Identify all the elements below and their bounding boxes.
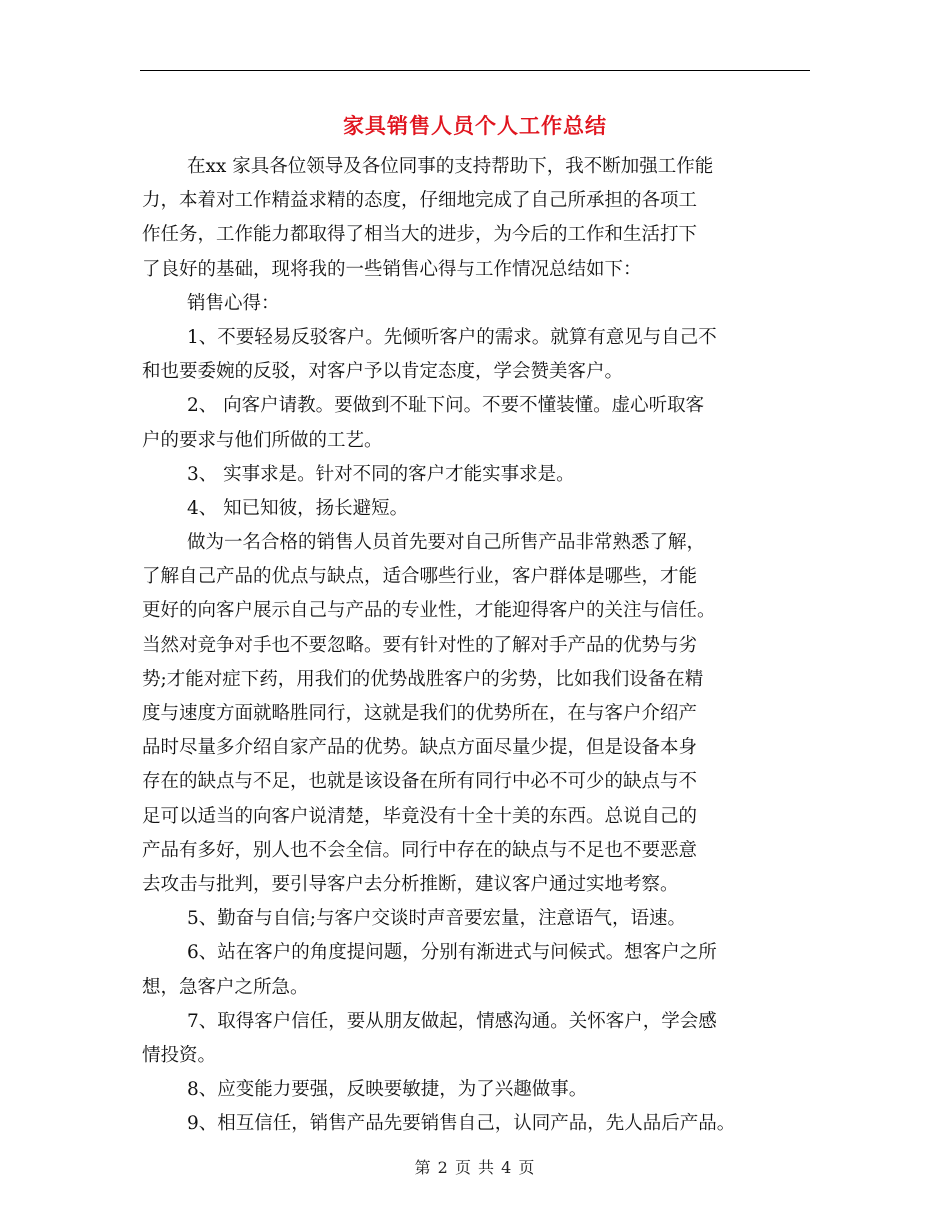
text-line: 户的要求与他们所做的工艺。 xyxy=(142,429,383,451)
text-line: 1、不要轻易反驳客户。先倾听客户的需求。就算有意见与自己不 xyxy=(187,326,717,348)
text-line: 更好的向客户展示自己与产品的专业性，才能迎得客户的关注与信任。 xyxy=(142,600,716,622)
text-line: 8、应变能力要强，反映要敏捷，为了兴趣做事。 xyxy=(187,1079,588,1101)
text-line: 做为一名合格的销售人员首先要对自己所售产品非常熟悉了解， xyxy=(187,532,706,554)
text-line: 在xx 家具各位领导及各位同事的支持帮助下，我不断加强工作能 xyxy=(187,156,714,177)
text-line: 作任务，工作能力都取得了相当大的进步，为今后的工作和生活打下 xyxy=(142,224,698,246)
text-line: 和也要委婉的反驳，对客户予以肯定态度，学会赞美客户。 xyxy=(142,361,624,383)
text-line: 想，急客户之所急。 xyxy=(142,976,309,998)
document-title: 家具销售人员个人工作总结 xyxy=(343,114,607,138)
text-line: 力，本着对工作精益求精的态度，仔细地完成了自己所承担的各项工 xyxy=(142,190,698,212)
document-body xyxy=(142,150,822,1141)
text-line: 5、勤奋与自信;与客户交谈时声音要宏量，注意语气，语速。 xyxy=(187,908,687,930)
text-line: 4、 知已知彼，扬长避短。 xyxy=(187,497,409,519)
text-line: 了解自己产品的优点与缺点，适合哪些行业，客户群体是哪些，才能 xyxy=(142,566,698,588)
text-line: 去攻击与批判，要引导客户去分析推断，建议客户通过实地考察。 xyxy=(142,873,679,895)
text-line: 足可以适当的向客户说清楚，毕竟没有十全十美的东西。总说自己的 xyxy=(142,805,698,827)
page-number: 第 2 页 共 4 页 xyxy=(414,1158,536,1177)
text-line: 销售心得： xyxy=(187,292,280,314)
text-line: 产品有多好，别人也不会全信。同行中存在的缺点与不足也不要恶意 xyxy=(142,839,698,861)
text-line: 当然对竞争对手也不要忽略。要有针对性的了解对手产品的优势与劣 xyxy=(142,634,698,656)
text-line: 2、 向客户请教。要做到不耻下问。不要不懂装懂。虚心听取客 xyxy=(187,395,705,417)
text-line: 7、取得客户信任，要从朋友做起，情感沟通。关怀客户，学会感 xyxy=(187,1010,717,1032)
header-rule xyxy=(140,70,810,71)
text-line: 3、 实事求是。针对不同的客户才能实事求是。 xyxy=(187,463,575,485)
text-line: 情投资。 xyxy=(142,1044,217,1066)
text-line: 了良好的基础，现将我的一些销售心得与工作情况总结如下： xyxy=(142,258,642,280)
text-line: 存在的缺点与不足，也就是该设备在所有同行中必不可少的缺点与不 xyxy=(142,771,698,793)
text-line: 品时尽量多介绍自家产品的优势。缺点方面尽量少提，但是设备本身 xyxy=(142,737,698,759)
text-line: 6、站在客户的角度提问题，分别有渐进式与问候式。想客户之所 xyxy=(187,942,717,964)
text-line: 度与速度方面就略胜同行，这就是我们的优势所在，在与客户介绍产 xyxy=(142,703,698,724)
text-line: 势;才能对症下药，用我们的优势战胜客户的劣势，比如我们设备在精 xyxy=(142,668,704,690)
text-line: 9、相互信任，销售产品先要销售自己，认同产品，先人品后产品。 xyxy=(187,1113,736,1135)
